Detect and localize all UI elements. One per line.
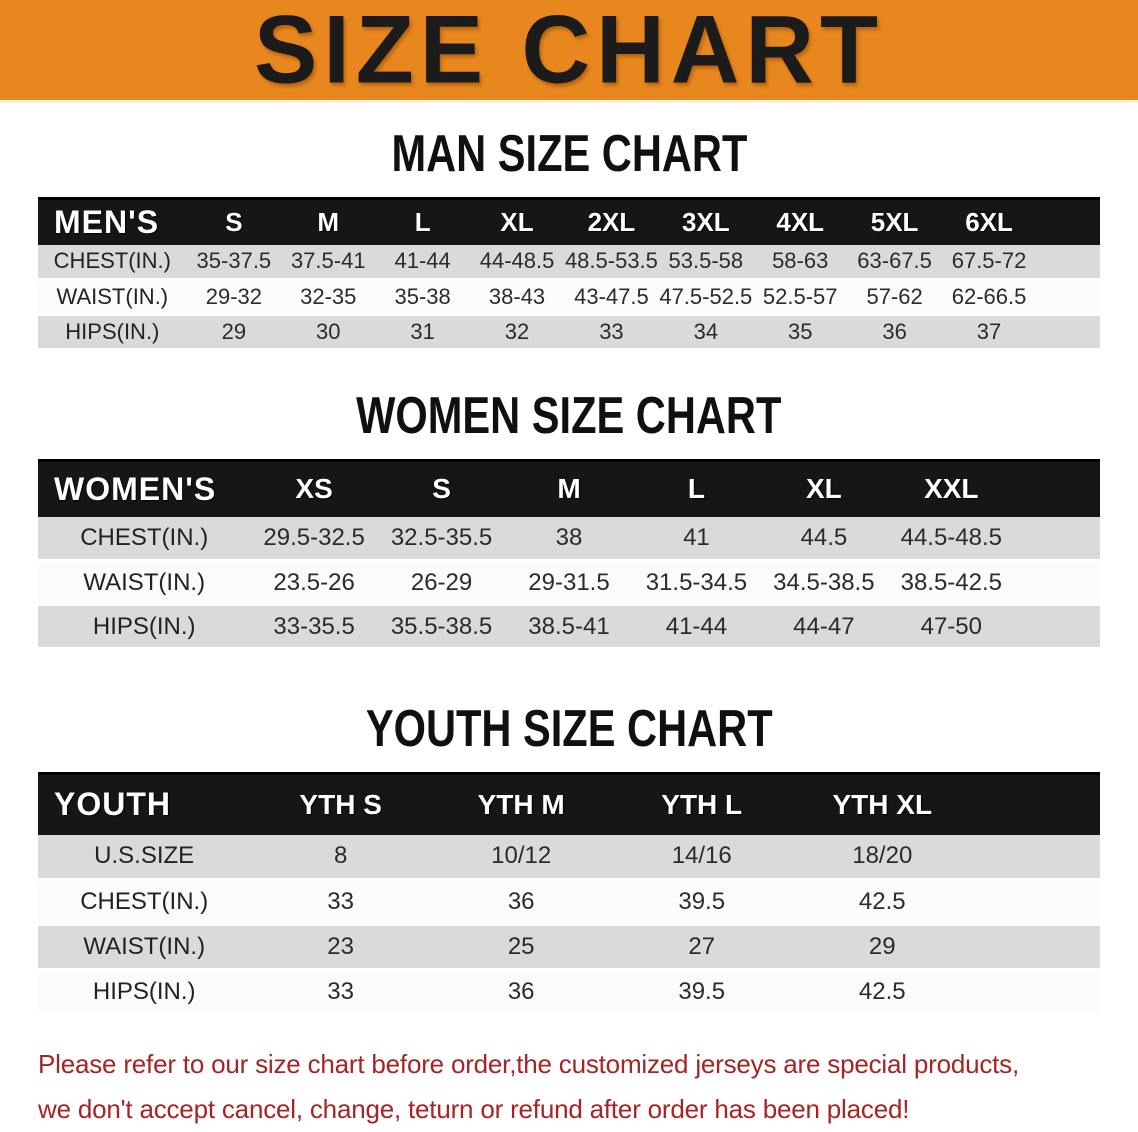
- table-header-row: [38, 199, 1100, 245]
- measurement-value: 38: [505, 517, 632, 561]
- size-column-header: S: [187, 199, 281, 245]
- header-spacer: [1015, 461, 1100, 517]
- size-column-header: 2XL: [564, 199, 658, 245]
- measurement-row-label: WAIST(IN.): [38, 561, 250, 605]
- table-row: [38, 605, 1100, 649]
- measurement-value: 33: [250, 880, 431, 925]
- table-row: [38, 561, 1100, 605]
- youth-size-table: [38, 772, 1100, 1016]
- measurement-row-label: HIPS(IN.): [38, 315, 187, 350]
- row-spacer: [1015, 561, 1100, 605]
- measurement-value: 26-29: [378, 561, 505, 605]
- measurement-value: 44-47: [760, 605, 887, 649]
- measurement-value: 39.5: [611, 970, 792, 1015]
- measurement-value: 44-48.5: [470, 245, 564, 280]
- size-column-header: 3XL: [659, 199, 753, 245]
- measurement-value: 53.5-58: [659, 245, 753, 280]
- measurement-value: 34: [659, 315, 753, 350]
- measurement-value: 47.5-52.5: [659, 280, 753, 315]
- measurement-value: 34.5-38.5: [760, 561, 887, 605]
- measurement-value: 30: [281, 315, 375, 350]
- measurement-value: 43-47.5: [564, 280, 658, 315]
- measurement-value: 25: [431, 925, 612, 970]
- measurement-value: 44.5: [760, 517, 887, 561]
- row-spacer: [1015, 605, 1100, 649]
- women-section-heading-text: WOMEN SIZE CHART: [356, 387, 782, 445]
- men-section-heading-text: MAN SIZE CHART: [391, 125, 747, 183]
- measurement-value: 10/12: [431, 835, 612, 880]
- size-column-header: L: [375, 199, 469, 245]
- table-row: [38, 245, 1100, 280]
- women-section-heading: [0, 387, 1138, 445]
- measurement-value: 44.5-48.5: [888, 517, 1015, 561]
- measurement-value: 31.5-34.5: [633, 561, 760, 605]
- measurement-value: 52.5-57: [753, 280, 847, 315]
- header-spacer: [1036, 199, 1100, 245]
- men-size-table: [38, 197, 1100, 351]
- measurement-value: 32.5-35.5: [378, 517, 505, 561]
- measurement-value: 29-32: [187, 280, 281, 315]
- table-group-label: MEN'S: [38, 199, 187, 245]
- measurement-value: 37: [942, 315, 1036, 350]
- measurement-value: 41: [633, 517, 760, 561]
- measurement-value: 42.5: [792, 880, 973, 925]
- disclaimer-line-1: Please refer to our size chart before order,the customized jerseys are special products,: [38, 1049, 1020, 1079]
- table-header-row: [38, 461, 1100, 517]
- measurement-row-label: WAIST(IN.): [38, 925, 250, 970]
- size-column-header: 4XL: [753, 199, 847, 245]
- measurement-value: 42.5: [792, 970, 973, 1015]
- size-column-header: YTH M: [431, 774, 612, 835]
- measurement-value: 41-44: [375, 245, 469, 280]
- men-section-heading: [0, 125, 1138, 183]
- measurement-value: 23: [250, 925, 431, 970]
- disclaimer-line-2: we don't accept cancel, change, teturn or refund after order has been placed!: [38, 1094, 910, 1124]
- row-spacer: [973, 925, 1100, 970]
- row-spacer: [1036, 315, 1100, 350]
- table-row: [38, 835, 1100, 880]
- measurement-value: 47-50: [888, 605, 1015, 649]
- size-column-header: XL: [470, 199, 564, 245]
- table-row: [38, 970, 1100, 1015]
- measurement-value: 33: [564, 315, 658, 350]
- measurement-value: 29: [187, 315, 281, 350]
- size-column-header: XS: [250, 461, 377, 517]
- measurement-value: 37.5-41: [281, 245, 375, 280]
- measurement-row-label: CHEST(IN.): [38, 245, 187, 280]
- table-row: [38, 517, 1100, 561]
- size-column-header: YTH XL: [792, 774, 973, 835]
- measurement-row-label: CHEST(IN.): [38, 880, 250, 925]
- measurement-row-label: HIPS(IN.): [38, 970, 250, 1015]
- size-column-header: 6XL: [942, 199, 1036, 245]
- measurement-value: 38.5-41: [505, 605, 632, 649]
- women-section: [0, 387, 1138, 650]
- measurement-value: 35.5-38.5: [378, 605, 505, 649]
- measurement-value: 58-63: [753, 245, 847, 280]
- header-spacer: [973, 774, 1100, 835]
- measurement-value: 33-35.5: [250, 605, 377, 649]
- row-spacer: [1036, 245, 1100, 280]
- size-column-header: XXL: [888, 461, 1015, 517]
- row-spacer: [1036, 280, 1100, 315]
- measurement-value: 14/16: [611, 835, 792, 880]
- youth-section: [0, 700, 1138, 1016]
- measurement-value: 32-35: [281, 280, 375, 315]
- men-section: [0, 125, 1138, 351]
- table-row: [38, 925, 1100, 970]
- banner: [0, 0, 1138, 103]
- women-size-table: [38, 459, 1100, 650]
- size-column-header: M: [281, 199, 375, 245]
- table-row: [38, 880, 1100, 925]
- table-group-label: WOMEN'S: [38, 461, 250, 517]
- measurement-value: 41-44: [633, 605, 760, 649]
- size-column-header: YTH L: [611, 774, 792, 835]
- measurement-value: 31: [375, 315, 469, 350]
- measurement-value: 33: [250, 970, 431, 1015]
- youth-section-heading: [0, 700, 1138, 758]
- size-column-header: 5XL: [847, 199, 941, 245]
- measurement-value: 36: [431, 970, 612, 1015]
- measurement-value: 29.5-32.5: [250, 517, 377, 561]
- row-spacer: [973, 835, 1100, 880]
- measurement-value: 36: [431, 880, 612, 925]
- row-spacer: [1015, 517, 1100, 561]
- measurement-value: 57-62: [847, 280, 941, 315]
- measurement-value: 62-66.5: [942, 280, 1036, 315]
- measurement-value: 35-38: [375, 280, 469, 315]
- measurement-value: 29-31.5: [505, 561, 632, 605]
- table-row: [38, 315, 1100, 350]
- size-column-header: L: [633, 461, 760, 517]
- measurement-value: 67.5-72: [942, 245, 1036, 280]
- measurement-value: 39.5: [611, 880, 792, 925]
- measurement-value: 38.5-42.5: [888, 561, 1015, 605]
- row-spacer: [973, 880, 1100, 925]
- measurement-value: 8: [250, 835, 431, 880]
- measurement-value: 48.5-53.5: [564, 245, 658, 280]
- measurement-value: 18/20: [792, 835, 973, 880]
- measurement-row-label: U.S.SIZE: [38, 835, 250, 880]
- measurement-value: 63-67.5: [847, 245, 941, 280]
- size-column-header: S: [378, 461, 505, 517]
- measurement-value: 27: [611, 925, 792, 970]
- measurement-row-label: WAIST(IN.): [38, 280, 187, 315]
- measurement-value: 23.5-26: [250, 561, 377, 605]
- page-title: SIZE CHART: [254, 0, 884, 104]
- measurement-value: 29: [792, 925, 973, 970]
- table-group-label: YOUTH: [38, 774, 250, 835]
- youth-section-heading-text: YOUTH SIZE CHART: [365, 700, 773, 758]
- table-row: [38, 280, 1100, 315]
- measurement-value: 32: [470, 315, 564, 350]
- measurement-value: 35-37.5: [187, 245, 281, 280]
- measurement-value: 38-43: [470, 280, 564, 315]
- measurement-value: 35: [753, 315, 847, 350]
- size-column-header: XL: [760, 461, 887, 517]
- size-column-header: YTH S: [250, 774, 431, 835]
- measurement-row-label: HIPS(IN.): [38, 605, 250, 649]
- size-column-header: M: [505, 461, 632, 517]
- disclaimer: [0, 1016, 1138, 1132]
- measurement-row-label: CHEST(IN.): [38, 517, 250, 561]
- table-header-row: [38, 774, 1100, 835]
- measurement-value: 36: [847, 315, 941, 350]
- row-spacer: [973, 970, 1100, 1015]
